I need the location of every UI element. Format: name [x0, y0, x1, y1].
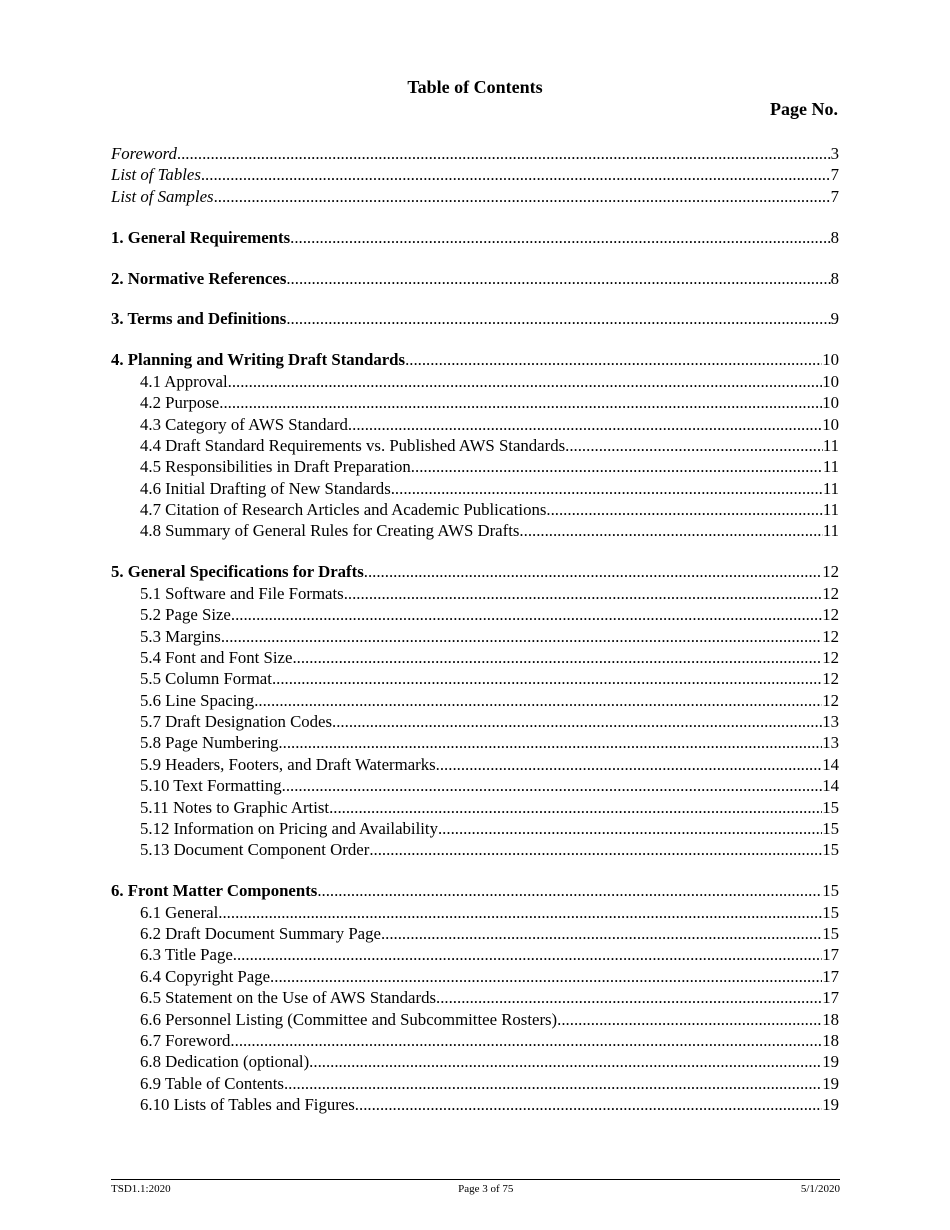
toc-entry-page: 15 [822, 881, 839, 901]
section-gap [111, 542, 839, 562]
dot-leader [309, 1051, 822, 1072]
toc-subsection-entry[interactable] [111, 987, 839, 1008]
dot-leader [290, 227, 830, 248]
toc-section-entry[interactable] [111, 349, 839, 370]
toc-entry-page: 12 [822, 562, 839, 582]
toc-subsection-entry[interactable] [111, 414, 839, 435]
dot-leader [270, 966, 822, 987]
toc-entry-page: 7 [830, 186, 839, 206]
toc-subsection-entry[interactable] [111, 626, 839, 647]
dot-leader [286, 268, 830, 289]
toc-subsection-entry[interactable] [111, 583, 839, 604]
toc-subsection-entry[interactable] [111, 754, 839, 775]
toc-entry-page: 18 [822, 1009, 839, 1029]
toc-front-entry[interactable] [111, 186, 839, 207]
toc-entry-page: 15 [822, 797, 839, 817]
toc-entry-label: 6.5 Statement on the Use of AWS Standards [140, 988, 437, 1008]
dot-leader [332, 711, 822, 732]
toc-entry-label: 3. Terms and Definitions [111, 309, 287, 329]
toc-entry-label: 5.3 Margins [140, 626, 221, 646]
toc-section-entry[interactable] [111, 880, 839, 901]
toc-entry-label: 6.6 Personnel Listing (Committee and Subcommittee Rosters) [140, 1009, 558, 1029]
section-gap [111, 289, 839, 309]
toc-entry-label: 6.2 Draft Document Summary Page [140, 924, 381, 944]
toc-entry-page: 15 [822, 819, 839, 839]
toc-entry-label: 6.7 Foreword [140, 1031, 231, 1051]
dot-leader [282, 775, 823, 796]
toc-entry-page: 8 [830, 268, 839, 288]
section-gap [111, 861, 839, 881]
dot-leader [546, 499, 822, 520]
toc-entry-label: 5.8 Page Numbering [140, 733, 279, 753]
dot-leader [221, 626, 822, 647]
toc-subsection-entry[interactable] [111, 775, 839, 796]
toc-entry-page: 15 [822, 924, 839, 944]
dot-leader [228, 371, 823, 392]
toc-subsection-entry[interactable] [111, 923, 839, 944]
dot-leader [201, 164, 831, 185]
toc-subsection-entry[interactable] [111, 797, 839, 818]
toc-entry-label: 6.10 Lists of Tables and Figures [140, 1095, 355, 1115]
toc-front-entry[interactable] [111, 143, 839, 164]
toc-section-entry[interactable] [111, 227, 839, 248]
toc-section-entry[interactable] [111, 561, 839, 582]
dot-leader [411, 456, 823, 477]
toc-entry-label: 6.1 General [140, 902, 219, 922]
toc-entry-page: 8 [830, 227, 839, 247]
toc-entry-page: 17 [822, 988, 839, 1008]
dot-leader [344, 583, 823, 604]
toc-subsection-entry[interactable] [111, 1009, 839, 1030]
dot-leader [231, 604, 822, 625]
toc-subsection-entry[interactable] [111, 1073, 839, 1094]
dot-leader [557, 1009, 822, 1030]
toc-entry-label: 5.11 Notes to Graphic Artist [140, 797, 330, 817]
toc-subsection-entry[interactable] [111, 371, 839, 392]
footer-date: 5/1/2020 [800, 1183, 840, 1195]
page-no-heading: Page No. [770, 99, 838, 119]
toc-entry-page: 11 [822, 500, 839, 520]
toc-front-entry[interactable] [111, 164, 839, 185]
toc-entry-label: 5.4 Font and Font Size [140, 647, 293, 667]
toc-entry-page: 15 [822, 840, 839, 860]
dot-leader [381, 923, 822, 944]
toc-entry-label: 5.1 Software and File Formats [140, 583, 344, 603]
dot-leader [284, 1073, 822, 1094]
footer-page-number: Page 3 of 75 [458, 1183, 514, 1195]
toc-subsection-entry[interactable] [111, 478, 839, 499]
toc-entry-page: 15 [822, 902, 839, 922]
toc-entry-page: 12 [822, 669, 839, 689]
dot-leader [348, 414, 822, 435]
dot-leader [369, 839, 822, 860]
toc-entry-label: 4.7 Citation of Research Articles and Academic Publications [140, 500, 547, 520]
toc-entry-label: Foreword [111, 143, 177, 163]
toc-entry-page: 11 [822, 457, 839, 477]
page-footer [111, 1179, 840, 1195]
toc-subsection-entry[interactable] [111, 902, 839, 923]
toc-entry-label: 4.4 Draft Standard Requirements vs. Published AWS Standards [140, 435, 566, 455]
toc-entry-label: 4.3 Category of AWS Standard [140, 414, 348, 434]
toc-entry-page: 14 [822, 754, 839, 774]
toc-subsection-entry[interactable] [111, 435, 839, 456]
toc-section-entry[interactable] [111, 308, 839, 329]
toc-entry-page: 14 [822, 776, 839, 796]
toc-subsection-entry[interactable] [111, 1051, 839, 1072]
toc-entry-page: 3 [830, 143, 839, 163]
toc-entry-label: 5.6 Line Spacing [140, 690, 255, 710]
table-of-contents [111, 143, 839, 1116]
toc-entry-page: 11 [822, 521, 839, 541]
dot-leader [278, 732, 822, 753]
toc-entry-page: 10 [822, 414, 839, 434]
toc-subsection-entry[interactable] [111, 945, 839, 966]
toc-entry-page: 10 [822, 393, 839, 413]
dot-leader [292, 647, 822, 668]
dot-leader [219, 392, 822, 413]
toc-entry-page: 7 [830, 165, 839, 185]
toc-entry-page: 10 [822, 350, 839, 370]
toc-subsection-entry[interactable] [111, 647, 839, 668]
toc-entry-label: 5.5 Column Format [140, 669, 272, 689]
toc-entry-label: 2. Normative References [111, 268, 287, 288]
toc-entry-page: 12 [822, 690, 839, 710]
toc-entry-page: 12 [822, 647, 839, 667]
toc-subsection-entry[interactable] [111, 839, 839, 860]
toc-entry-page: 19 [822, 1073, 839, 1093]
section-gap [111, 330, 839, 350]
toc-entry-label: 6.4 Copyright Page [140, 966, 271, 986]
toc-subsection-entry[interactable] [111, 1094, 839, 1115]
toc-entry-label: 5.13 Document Component Order [140, 840, 370, 860]
dot-leader [286, 308, 830, 329]
toc-entry-label: 6. Front Matter Components [111, 881, 318, 901]
toc-subsection-entry[interactable] [111, 520, 839, 541]
toc-entry-page: 17 [822, 945, 839, 965]
toc-entry-label: 4.1 Approval [140, 371, 228, 391]
toc-entry-label: 5.2 Page Size [140, 605, 231, 625]
dot-leader [254, 690, 822, 711]
dot-leader [364, 561, 822, 582]
toc-entry-page: 13 [822, 712, 839, 732]
dot-leader [233, 945, 822, 966]
dot-leader [230, 1030, 822, 1051]
toc-subsection-entry[interactable] [111, 818, 839, 839]
toc-entry-page: 12 [822, 626, 839, 646]
section-gap [111, 207, 839, 227]
footer-doc-code: TSD1.1:2020 [111, 1183, 171, 1195]
toc-entry-page: 10 [822, 371, 839, 391]
toc-subsection-entry[interactable] [111, 1030, 839, 1051]
dot-leader [565, 435, 823, 456]
dot-leader [272, 668, 822, 689]
toc-entry-page: 12 [822, 583, 839, 603]
dot-leader [218, 902, 822, 923]
toc-title: Table of Contents [407, 77, 543, 97]
dot-leader [355, 1094, 822, 1115]
toc-subsection-entry[interactable] [111, 690, 839, 711]
toc-entry-page: 17 [822, 966, 839, 986]
dot-leader [177, 143, 831, 164]
toc-entry-page: 11 [822, 435, 839, 455]
toc-entry-page: 19 [822, 1052, 839, 1072]
toc-entry-page: 18 [822, 1031, 839, 1051]
toc-entry-label: 5. General Specifications for Drafts [111, 562, 364, 582]
toc-subsection-entry[interactable] [111, 732, 839, 753]
toc-entry-label: 1. General Requirements [111, 227, 291, 247]
toc-subsection-entry[interactable] [111, 711, 839, 732]
dot-leader [436, 987, 822, 1008]
toc-section-entry[interactable] [111, 268, 839, 289]
toc-entry-label: 6.9 Table of Contents [140, 1073, 284, 1093]
toc-entry-label: 4. Planning and Writing Draft Standards [111, 350, 406, 370]
dot-leader [329, 797, 822, 818]
toc-entry-label: 5.9 Headers, Footers, and Draft Watermarks [140, 754, 436, 774]
toc-entry-label: 5.12 Information on Pricing and Availability [140, 819, 438, 839]
section-gap [111, 248, 839, 268]
dot-leader [317, 880, 822, 901]
dot-leader [214, 186, 831, 207]
toc-entry-label: 4.6 Initial Drafting of New Standards [140, 478, 391, 498]
toc-subsection-entry[interactable] [111, 499, 839, 520]
toc-entry-label: 5.7 Draft Designation Codes [140, 712, 333, 732]
toc-entry-page: 11 [822, 478, 839, 498]
dot-leader [519, 520, 822, 541]
toc-subsection-entry[interactable] [111, 456, 839, 477]
dot-leader [438, 818, 822, 839]
toc-entry-page: 12 [822, 605, 839, 625]
toc-entry-page: 9 [830, 309, 839, 329]
toc-entry-label: 4.8 Summary of General Rules for Creating AWS Drafts [140, 521, 520, 541]
toc-entry-label: 5.10 Text Formatting [140, 776, 282, 796]
toc-entry-label: List of Tables [111, 165, 201, 185]
toc-entry-label: List of Samples [111, 186, 214, 206]
dot-leader [405, 349, 822, 370]
dot-leader [436, 754, 823, 775]
toc-subsection-entry[interactable] [111, 966, 839, 987]
toc-entry-page: 19 [822, 1095, 839, 1115]
toc-subsection-entry[interactable] [111, 392, 839, 413]
toc-subsection-entry[interactable] [111, 604, 839, 625]
toc-entry-label: 4.5 Responsibilities in Draft Preparation [140, 457, 411, 477]
toc-entry-label: 6.8 Dedication (optional) [140, 1052, 310, 1072]
toc-entry-label: 4.2 Purpose [140, 393, 220, 413]
toc-subsection-entry[interactable] [111, 668, 839, 689]
dot-leader [391, 478, 823, 499]
toc-entry-label: 6.3 Title Page [140, 945, 233, 965]
toc-entry-page: 13 [822, 733, 839, 753]
